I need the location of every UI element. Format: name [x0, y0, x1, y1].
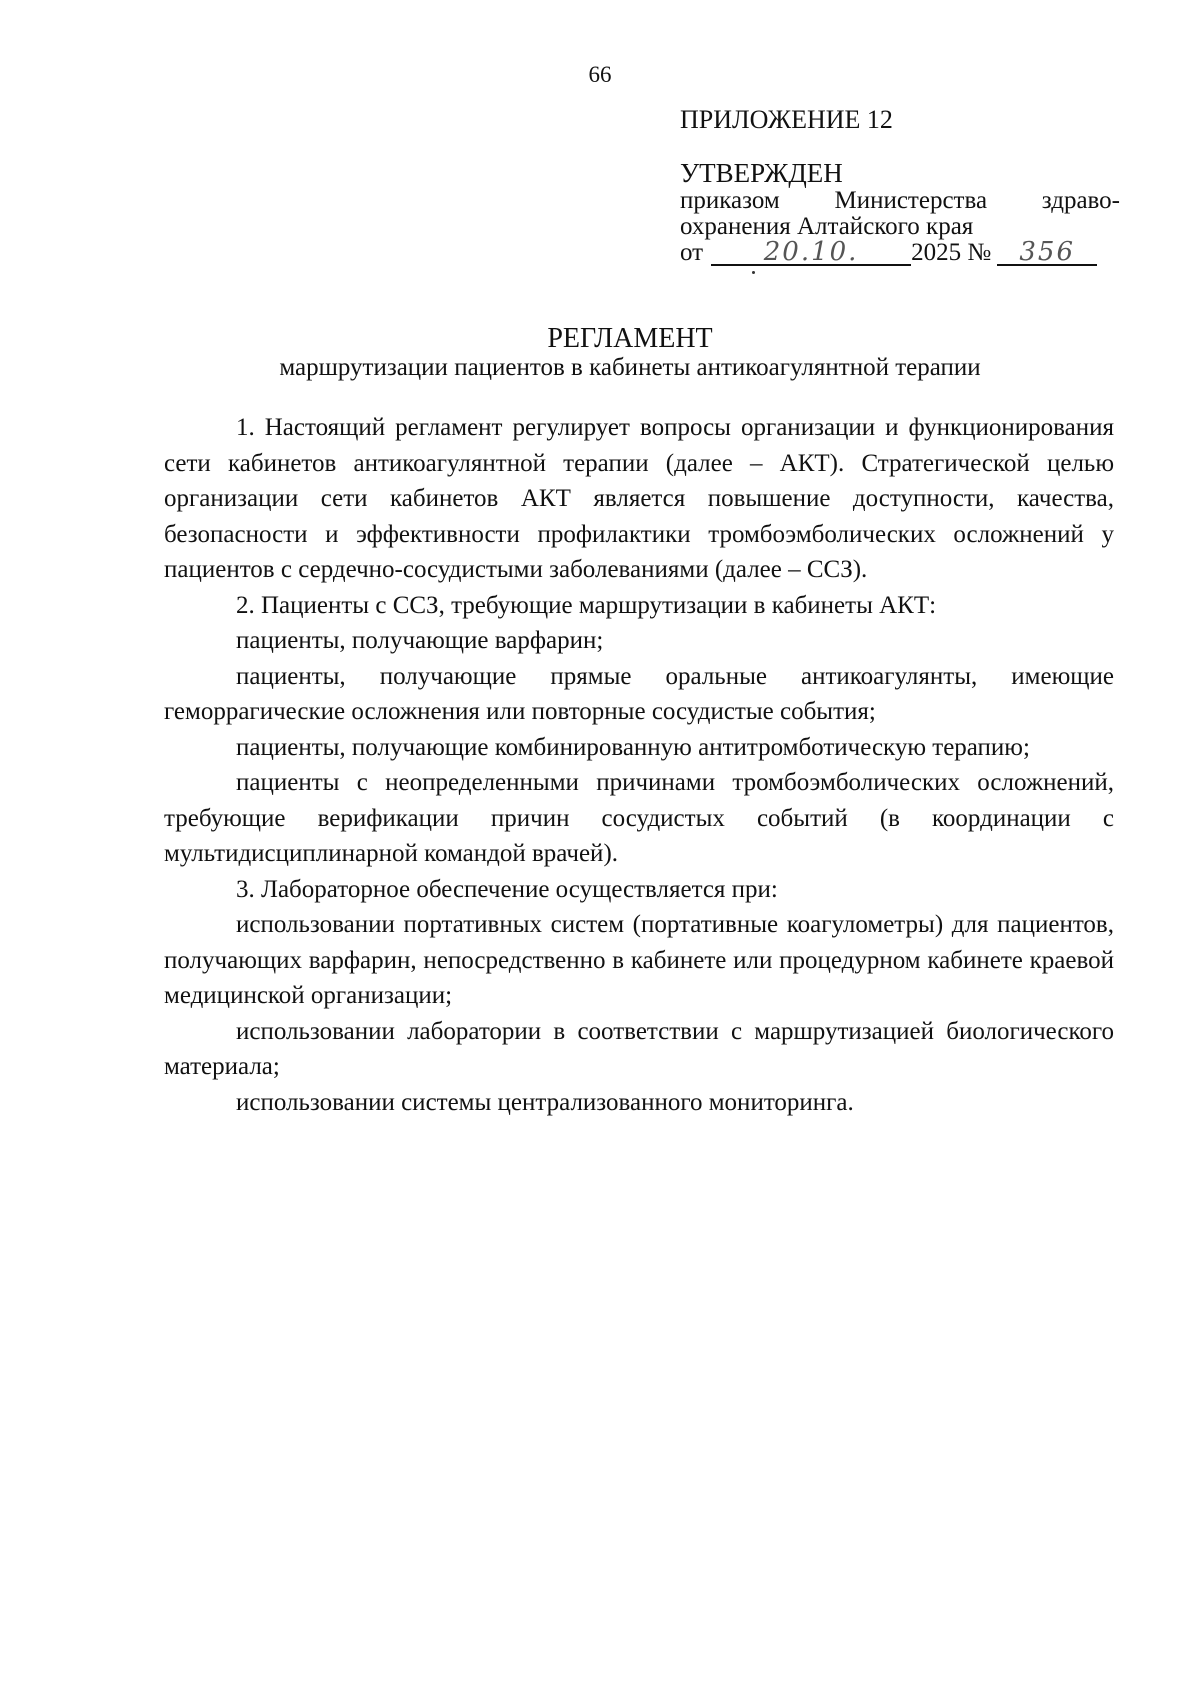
paragraph-2: 2. Пациенты с ССЗ, требующие маршрутизации в кабинеты АКТ: — [236, 591, 937, 619]
date-blank — [711, 237, 911, 268]
handwritten-number: 356 — [1019, 237, 1076, 268]
document-title: РЕГЛАМЕНТ — [547, 323, 713, 354]
year-label: 2025 № — [911, 239, 992, 267]
approval-date-line — [680, 237, 1120, 268]
approval-block — [680, 106, 1120, 266]
date-prefix: от — [680, 239, 704, 267]
page-number: 66 — [588, 62, 612, 87]
approved-title: УТВЕРЖДЕН — [680, 158, 843, 189]
list-item: пациенты, получающие комбинированную антитромботическую терапию; — [236, 733, 1030, 761]
stray-dot-mark — [752, 271, 755, 274]
list-item: использовании портативных систем (портативные коагулометры) для пациентов, получающих варфарин, непосредственно в кабинете или процедурном кабинете краевой медицинской организации; — [164, 911, 1114, 1009]
approval-ministry-line: охранения Алтайского края — [680, 212, 974, 240]
number-blank — [997, 237, 1097, 268]
handwritten-date: 20.10. — [763, 237, 859, 268]
approval-order-line: приказом Министерства здраво- — [680, 186, 1120, 214]
list-item: пациенты, получающие прямые оральные антикоагулянты, имеющие геморрагические осложнения или повторные сосудистые события; — [164, 662, 1114, 725]
list-item: пациенты, получающие варфарин; — [236, 627, 604, 654]
list-item: использовании лаборатории в соответствии с маршрутизацией биологического материала; — [164, 1017, 1114, 1080]
appendix-title: ПРИЛОЖЕНИЕ 12 — [680, 105, 893, 134]
paragraph-1: 1. Настоящий регламент регулирует вопросы организации и функционирования сети кабинетов антикоагулянтной терапии (далее – АКТ). Стратегической целью организации сети кабинетов АКТ является повышение доступности, качества, безопасности и эффективности профилактики тромбоэмболических осложнений у пациентов с сердечно-сосудистыми заболеваниями (далее – ССЗ). — [164, 414, 1114, 583]
document-body — [164, 410, 1114, 1120]
list-item: использовании системы централизованного мониторинга. — [236, 1088, 854, 1116]
document-subtitle: маршрутизации пациентов в кабинеты антикоагулянтной терапии — [279, 354, 981, 381]
list-item: пациенты с неопределенными причинами тромбоэмболических осложнений, требующие верификации причин сосудистых событий (в координации с мультидисциплинарной командой врачей). — [164, 769, 1114, 867]
paragraph-3: 3. Лабораторное обеспечение осуществляется при: — [236, 875, 778, 903]
